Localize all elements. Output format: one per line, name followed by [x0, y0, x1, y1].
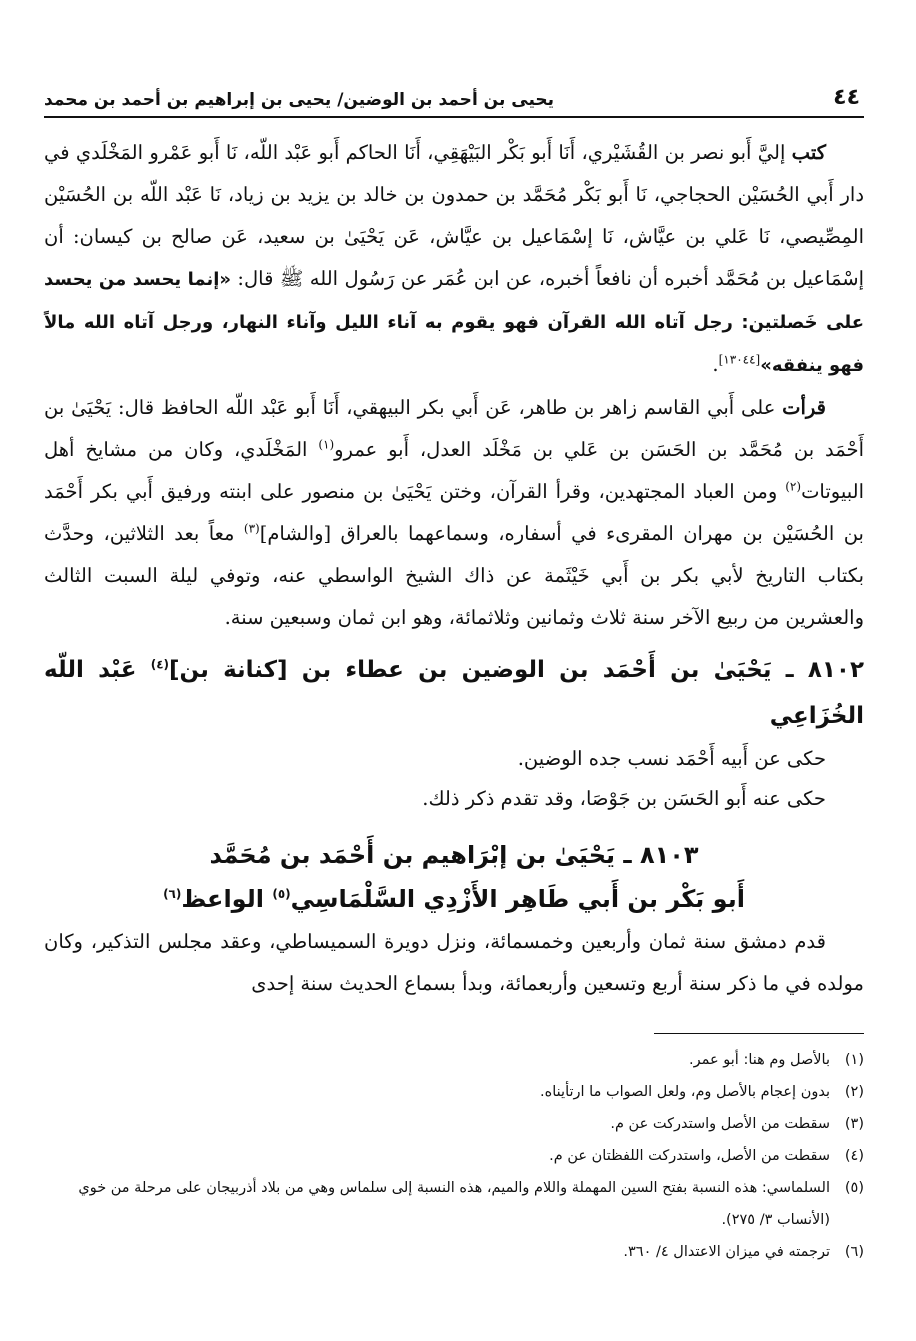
footnote-item	[44, 1108, 864, 1140]
paragraph-hadith-narration	[44, 132, 864, 387]
paragraph-end: .	[712, 353, 719, 376]
isnad-text: إليَّ أَبو نصر بن القُشَيْري، أَنَا أَبو بَكْر البَيْهَقِي، أَنَا الحاكم أَبو عَبْد اللّه، نَا أَبو عَمْرو المَخْلَدي في دار أَبي الحُسَيْن الحجاجي، نَا أَبو بَكْر مُحَمَّد بن حمدون بن خالد بن يزيد بن زياد، نَا عَبْد اللّه بن الحُسَيْن المِصِّيصي، نَا عَلي بن عيَّاش، نَا إسْمَاعيل بن عيَّاش، عَن يَحْيَىٰ بن سعيد، عَن صالح بن كيسان: أن إسْمَاعيل بن مُحَمَّد أخبره أن نافعاً أخبره، عن ابن عُمَر عن رَسُول الله ﷺ قال:	[44, 141, 864, 290]
footnote-divider	[654, 1033, 864, 1034]
running-title: يحيى بن أحمد بن الوضين/ يحيى بن إبراهيم بن أحمد بن محمد	[44, 90, 555, 110]
footnote-number: (٤)	[844, 1148, 864, 1164]
footnotes	[44, 1044, 864, 1268]
entry-heading-8102-tail: عَبْد اللّه الخُزَاعِي	[44, 657, 864, 729]
entry-heading-8103-line-1: ٨١٠٣ ـ يَحْيَىٰ بن إبْرَاهيم بن أَحْمَد بن مُحَمَّد	[209, 841, 699, 869]
biography-text-4: معاً بعد الثلاثين، وحدَّث بكتاب التاريخ لأبي بكر بن أَبي خَيْثَمة عن ذاك الشيخ الواسطي عنه، وتوفي ليلة السبت الثالث والعشرين من ربيع الآخر سنة ثلاث وثمانين وثلاثمائة، وهو ابن ثمان وسبعين سنة.	[44, 522, 864, 629]
entry-heading-8103-line-2: أَبو بَكْر بن أَبي طَاهِر الأَزْدِي السَّلْمَاسِي	[290, 885, 745, 913]
footnote-item	[44, 1044, 864, 1076]
biography-text-2: المَخْلَدي، وكان من مشايخ أهل البيوتات	[44, 438, 864, 503]
footnote-text: السلماسي: هذه النسبة بفتح السين المهملة واللام والميم، هذه النسبة إلى سلماس وهي من بلاد أذربيجان على مرحلة من خوي (الأنساب ٣/ ٢٧٥).	[78, 1180, 830, 1228]
paragraph-lead-word: قرأت	[782, 396, 826, 419]
entry-heading-8103	[44, 833, 864, 921]
footnote-marker-4: (٤)	[150, 657, 169, 672]
footnote-number: (٥)	[844, 1180, 864, 1196]
biography-text-1: على أَبي القاسم زاهر بن طاهر، عَن أَبي بكر البيهقي، أَنَا أَبو عَبْد اللّه الحافظ قال: يَحْيَىٰ بن أَحْمَد بن مُحَمَّد بن الحَسَن بن عَلي بن مَخْلَد العدل، أَبو عمرو	[44, 396, 864, 461]
footnote-text: سقطت من الأصل واستدركت عن م.	[610, 1116, 830, 1132]
main-text	[44, 132, 864, 1005]
footnote-number: (٢)	[844, 1084, 864, 1100]
paragraph-biography	[44, 387, 864, 639]
footnote-number: (٣)	[844, 1116, 864, 1132]
footnote-text: سقطت من الأصل، واستدركت اللفظتان عن م.	[549, 1148, 830, 1164]
footnote-text: بدون إعجام بالأصل وم، ولعل الصواب ما ارتأيناه.	[540, 1084, 830, 1100]
entry-heading-8102	[44, 647, 864, 739]
entry-8103-text: قدم دمشق سنة ثمان وأربعين وخمسمائة، ونزل دويرة السميساطي، وعقد مجلس التذكير، وكان مولده في ما ذكر سنة أربع وتسعين وأربعمائة، وبدأ بسماع الحديث سنة إحدى	[44, 930, 864, 995]
paragraph-lead-word: كتب	[791, 141, 826, 164]
hadith-text: «إنما يحسد من يحسد على خَصلتين: رجل آتاه الله القرآن فهو يقوم به آناء الليل وآناء النهار، ورجل آتاه الله مالاً فهو ينفقه»	[44, 269, 864, 376]
hadith-reference: [١٣٠٤٤]	[718, 352, 761, 367]
entry-heading-8103-tail: الواعظ	[181, 885, 273, 913]
footnote-number: (٦)	[844, 1244, 864, 1260]
page-number: ٤٤	[833, 85, 860, 110]
entry-8102-line-2: حكى عنه أَبو الحَسَن بن جَوْصَا، وقد تقدم ذكر ذلك.	[422, 787, 826, 810]
footnote-text: ترجمته في ميزان الاعتدال ٤/ ٣٦٠.	[623, 1244, 830, 1260]
footnote-marker-1: (١)	[318, 437, 335, 452]
footnote-number: (١)	[844, 1052, 864, 1068]
footnote-item	[44, 1172, 864, 1236]
biography-text-3: ومن العباد المجتهدين، وقرأ القرآن، وختن يَحْيَىٰ بن منصور على ابنته ورفيق أَبي بكر أَحْمَد بن الحُسَيْن بن مهران المقرىء في أسفاره، وسماعهما بالعراق [والشام]	[44, 480, 864, 545]
footnote-item	[44, 1236, 864, 1268]
footnote-marker-6: (٦)	[163, 887, 182, 901]
entry-heading-8102-name: ٨١٠٢ ـ يَحْيَىٰ بن أَحْمَد بن الوضين بن عطاء بن [كنانة بن]	[169, 657, 864, 683]
footnote-marker-3: (٣)	[243, 521, 260, 536]
footnote-text: بالأصل وم هنا: أبو عمر.	[689, 1052, 830, 1068]
footnote-item	[44, 1076, 864, 1108]
entry-8102-line-1: حكى عن أَبيه أَحْمَد نسب جده الوضين.	[517, 747, 826, 770]
page-header	[44, 78, 864, 118]
footnote-item	[44, 1140, 864, 1172]
footnote-marker-5: (٥)	[272, 887, 291, 901]
footnote-marker-2: (٢)	[785, 479, 802, 494]
